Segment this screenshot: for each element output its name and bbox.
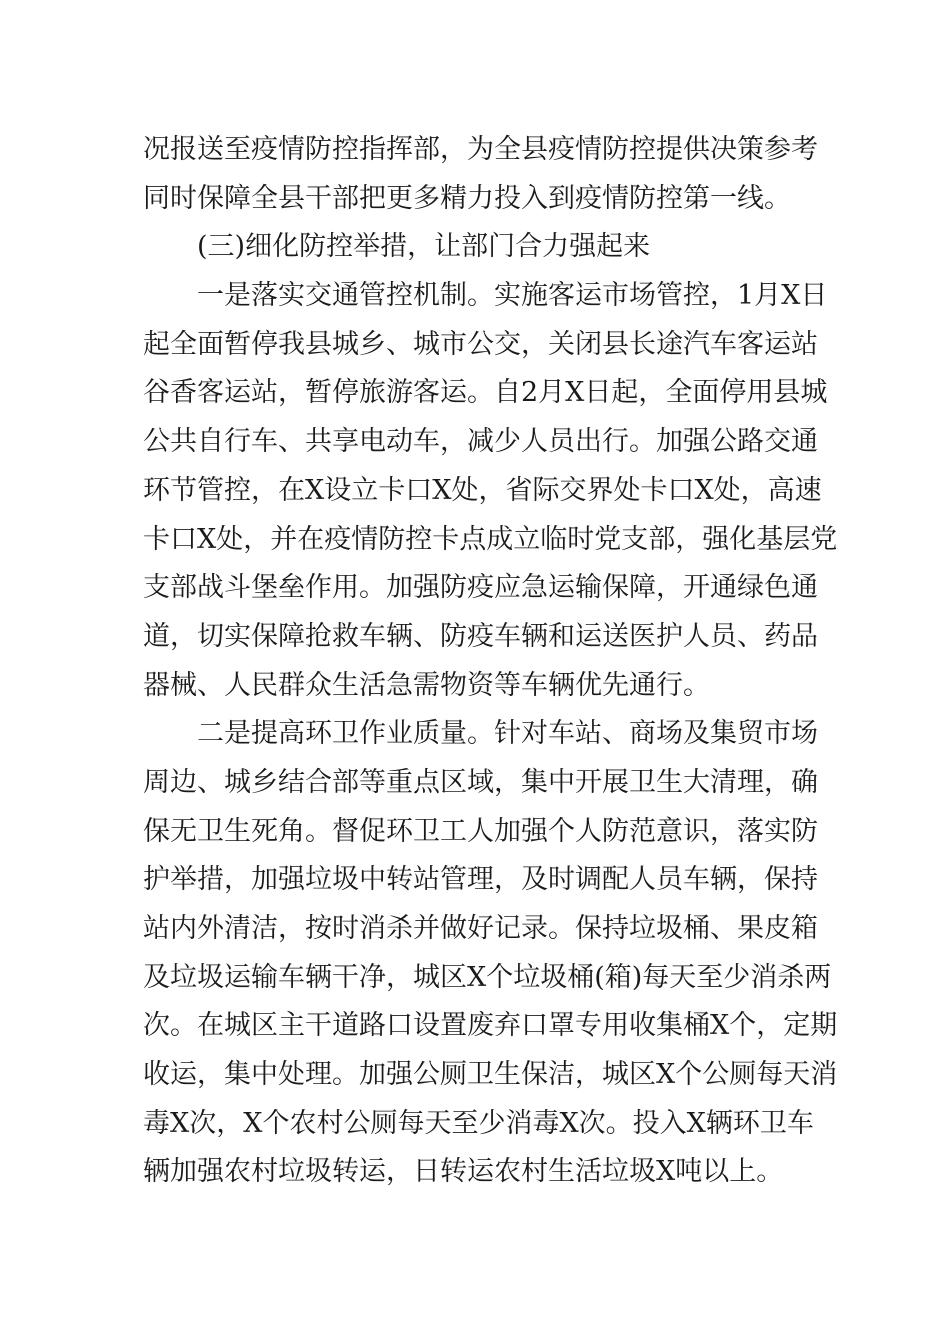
text-line: 毒X次，X个农村公厕每天至少消毒X次。投入X辆环卫车 xyxy=(143,1107,814,1139)
text-line: 护举措，加强垃圾中转站管理，及时调配人员车辆，保持 xyxy=(143,864,818,896)
text-line: 一是落实交通管控机制。实施客运市场管控，1月X日 xyxy=(197,280,828,312)
text-line: 收运，集中处理。加强公厕卫生保洁，城区X个公厕每天消 xyxy=(143,1059,838,1091)
text-line: 况报送至疫情防控指挥部，为全县疫情防控提供决策参考 xyxy=(143,134,818,165)
text-line: 支部战斗堡垒作用。加强防疫应急运输保障，开通绿色通 xyxy=(143,572,818,604)
text-line: 二是提高环卫作业质量。针对车站、商场及集贸市场 xyxy=(197,718,818,750)
text-line: 及垃圾运输车辆干净，城区X个垃圾桶(箱)每天至少消杀两 xyxy=(143,961,832,993)
text-line: 保无卫生死角。督促环卫工人加强个人防范意识，落实防 xyxy=(143,815,818,847)
document-body xyxy=(143,126,838,1197)
text-line: 同时保障全县干部把更多精力投入到疫情防控第一线。 xyxy=(143,182,791,214)
text-line: 周边、城乡结合部等重点区域，集中开展卫生大清理，确 xyxy=(143,766,818,798)
text-line: 次。在城区主干道路口设置废弃口罩专用收集桶X个，定期 xyxy=(143,1010,838,1042)
text-line: 辆加强农村垃圾转运，日转运农村生活垃圾X吨以上。 xyxy=(143,1156,784,1188)
text-line: 公共自行车、共享电动车，减少人员出行。加强公路交通 xyxy=(143,426,818,458)
text-line: 器械、人民群众生活急需物资等车辆优先通行。 xyxy=(143,669,710,701)
text-line: 卡口X处，并在疫情防控卡点成立临时党支部，强化基层党 xyxy=(143,523,838,555)
text-line: 起全面暂停我县城乡、城市公交，关闭县长途汽车客运站 xyxy=(143,328,818,360)
text-line: 环节管控，在X设立卡口X处，省际交界处卡口X处，高速 xyxy=(143,474,822,506)
text-line: 谷香客运站，暂停旅游客运。自2月X日起，全面停用县城 xyxy=(143,377,828,409)
text-line: 站内外清洁，按时消杀并做好记录。保持垃圾桶、果皮箱 xyxy=(143,913,818,944)
section-heading: (三)细化防控举措，让部门合力强起来 xyxy=(197,231,651,263)
text-line: 道，切实保障抢救车辆、防疫车辆和运送医护人员、药品 xyxy=(143,620,818,652)
